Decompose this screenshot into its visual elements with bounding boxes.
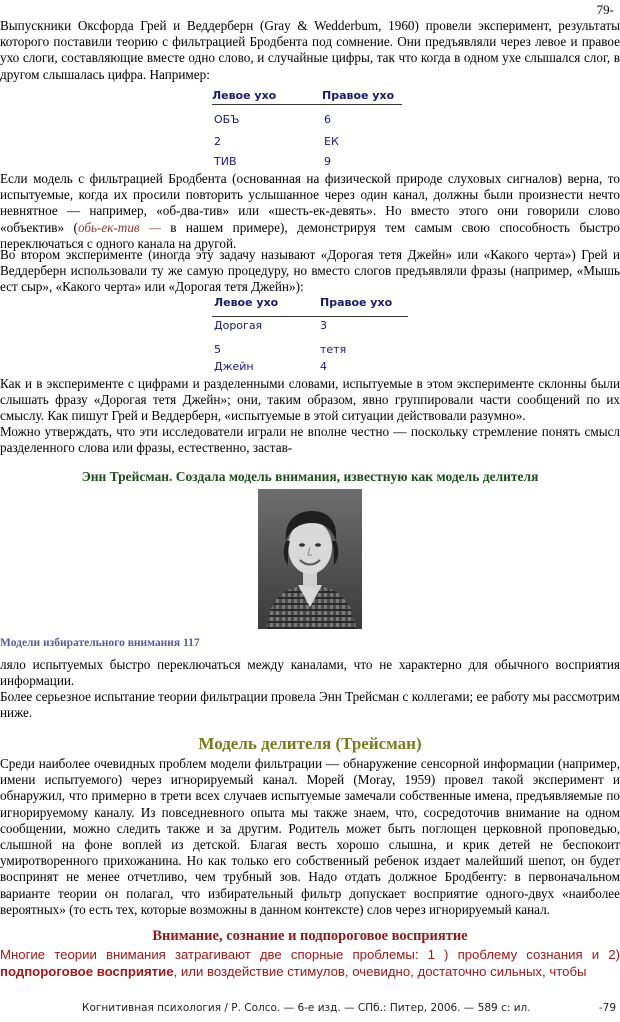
- paragraph-broadbent-test: [0, 171, 620, 252]
- paragraph-treisman-test: Более серьезное испытание теории фильтрации провела Энн Трейсман с коллегами; ее работу мы рассмотрим ниже.: [0, 689, 620, 721]
- table-ear-syllables: [212, 89, 408, 169]
- table-cell: Джейн: [214, 360, 254, 373]
- paragraph-subliminal: [0, 946, 620, 980]
- paragraph-intro: Выпускники Оксфорда Грей и Веддерберн (Gray & Wedderbum, 1960) провели эксперимент, результаты которого поставили теорию с фильтрацией Бродбента под сомнение. Они предъявляли через левое и правое ухо слоги, составляющие вместе одно слово, и случайные цифры, так что когда в одном ухе слышался слог, в другом слышалась цифра. Например:: [0, 18, 620, 82]
- table-header-right-ear: Правое ухо: [320, 296, 393, 309]
- table-cell: 2: [214, 135, 221, 148]
- table-cell: тетя: [320, 343, 347, 356]
- table-cell: ТИВ: [214, 155, 237, 168]
- table-cell: 3: [320, 319, 327, 332]
- paragraph-text: , или воздействие стимулов, очевидно, достаточно сильных, чтобы: [173, 964, 587, 979]
- table-cell: 4: [320, 360, 327, 373]
- table-header-left-ear: Левое ухо: [212, 89, 277, 102]
- paragraph-text: в нашем примере), демонстрируя тем самым свою способность быстро переключаться с одного канала на другой.: [0, 219, 620, 251]
- table-cell: 9: [324, 155, 331, 168]
- table-header-left-ear: Левое ухо: [214, 296, 279, 309]
- paragraph-text: Многие теории внимания затрагивают две спорные проблемы: 1 ) проблему сознания и 2): [0, 947, 620, 962]
- paragraph-continuation: ляло испытуемых быстро переключаться между каналами, что не характерно для обычного восприятия информации.: [0, 657, 620, 689]
- section-heading: Модель делителя (Трейсман): [198, 734, 422, 753]
- paragraph-text: Если модель с фильтрацией Бродбента (основанная на физической природе слуховых сигналов) верна, то испытуемые, когда их просили повторить услышанное через один канал, должны были произнести нечто невнятное — например, «об-два-тив» или «шесть-ек-девять». Но вместо этого они говорили слово «объектив» (: [0, 171, 620, 235]
- footer-source: Когнитивная психология / Р. Солсо. — 6-е изд. — СПб.: Питер, 2006. — 589 с: ил.: [82, 1002, 531, 1014]
- paragraph-fairness: Можно утверждать, что эти исследователи играли не вполне честно — поскольку стремление понять смысл разделенного слова или фразы, естественно, застав-: [0, 424, 620, 456]
- table-cell: Дорогая: [214, 319, 263, 332]
- footer-page-number: -79: [598, 1002, 616, 1014]
- portrait-photo: [258, 489, 362, 629]
- photo-caption-heading: Энн Трейсман. Создала модель внимания, известную как модель делителя: [81, 469, 539, 484]
- subsection-heading: Внимание, сознание и подпороговое восприятие: [152, 928, 468, 944]
- running-head: Модели избирательного внимания 117: [0, 637, 200, 649]
- table-rule: [212, 316, 408, 317]
- bold-term: подпороговое восприятие: [0, 964, 174, 979]
- paragraph-second-experiment: Во втором эксперименте (иногда эту задачу называют «Дорогая тетя Джейн» или «Какого черта») Грей и Веддерберн использовали ту же самую процедуру, но вместо слогов предъявляли фразы (например, «Мышь ест сыр», «Какого черта» или «Дорогая тетя Джейн»):: [0, 247, 620, 295]
- page-number-top: 79-: [596, 2, 614, 17]
- table-cell: 6: [324, 113, 331, 126]
- table-rule: [212, 104, 402, 105]
- paragraph-filter-problems: Среди наиболее очевидных проблем модели фильтрации — обнаружение сенсорной информации (например, имени испытуемого) через игнорируемый канал. Морей (Moray, 1959) провел такой эксперимент и обнаружил, что примерно в трети всех случаев испытуемые замечали собственные имена, предъявляемые по игнорируемому каналу. Из повседневного опыта мы также знаем, что, сосредоточив внимание на одном сообщении, можно следить также и за другим. Родитель может быть поглощен церковной проповедью, слышной на фоне воплей из детской. Благая весть хорошо слышна, и крик детей не беспокоит умиротворенного прихожанина. Но как только его собственный ребенок издает малейший шепот, он будет воспринят не менее отчетливо, чем трубный зов. Надо отдать должное Бродбенту: в первоначальном варианте теории он полагал, что избирательный фильтр допускает восприятие одного-двух «наиболее вероятных» (то есть тех, которые возможны в данном контексте) слов через игнорируемый канал.: [0, 756, 620, 917]
- paragraph-grouping: Как и в эксперименте с цифрами и разделенными словами, испытуемые в этом эксперименте склонны были слышать фразу «Дорогая тетя Джейн»; они, таким образом, явно группировали части сообщений по их смыслу. Как пишут Грей и Веддерберн, «испытуемые в этой ситуации действовали разумно».: [0, 376, 620, 424]
- table-cell: 5: [214, 343, 221, 356]
- table-header-right-ear: Правое ухо: [322, 89, 395, 102]
- italic-example: обь-ек-тив —: [77, 219, 161, 235]
- table-ear-phrases: [212, 296, 412, 376]
- table-cell: ЕК: [324, 135, 339, 148]
- table-cell: ОБЪ: [214, 113, 240, 126]
